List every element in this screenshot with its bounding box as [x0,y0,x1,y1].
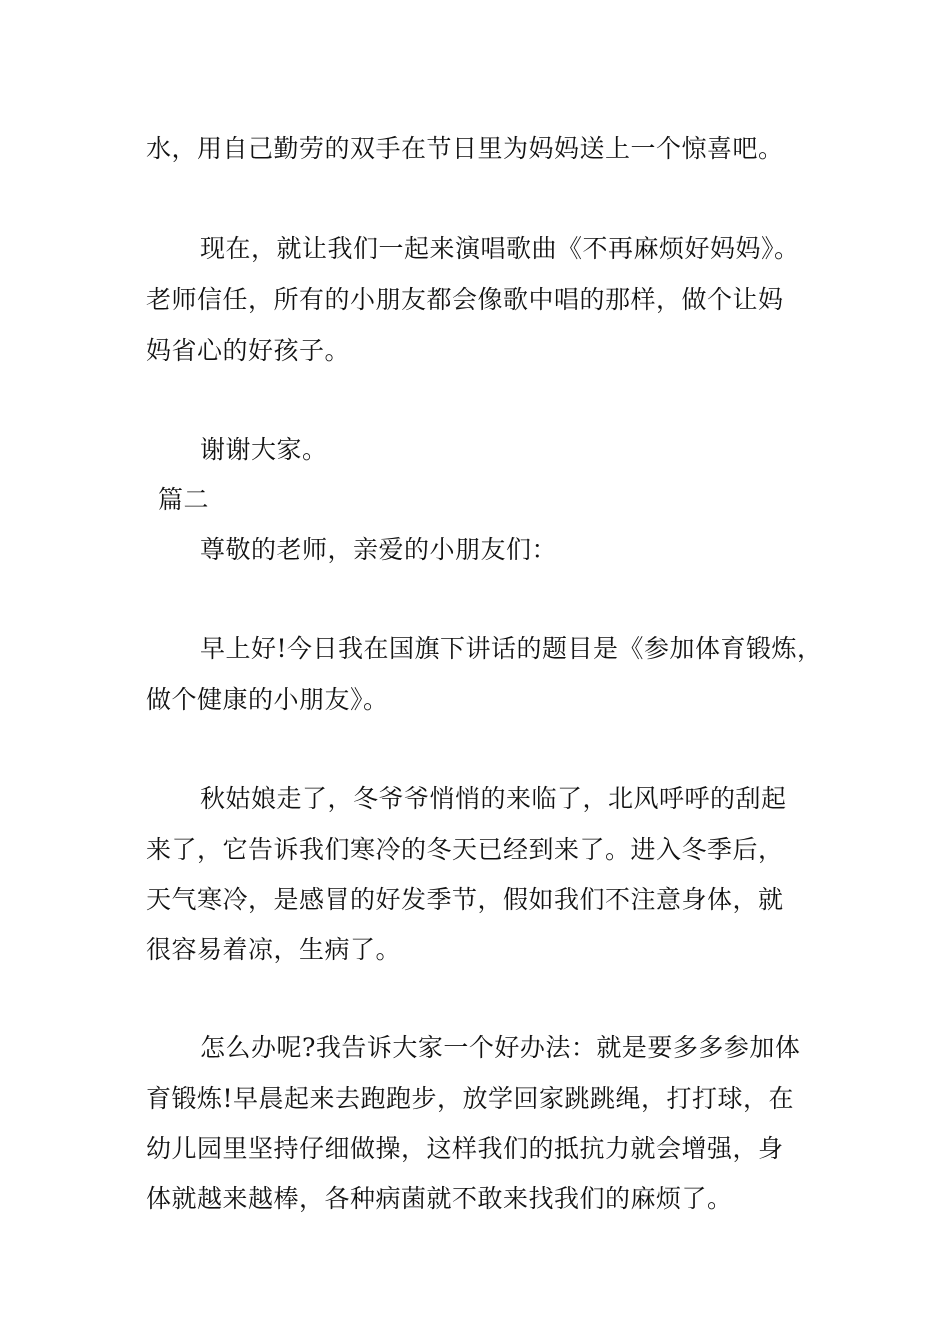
text-line: 妈省心的好孩子。 [146,336,351,365]
section-title: 篇二 [158,485,210,514]
greeting-line: 尊敬的老师，亲爱的小朋友们： [200,535,558,564]
text-line: 很容易着凉，生病了。 [146,935,402,964]
text-line: 体就越来越棒，各种病菌就不敢来找我们的麻烦了。 [146,1184,733,1213]
text-line: 水，用自己勤劳的双手在节日里为妈妈送上一个惊喜吧。 [146,134,784,163]
text-line: 早上好!今日我在国旗下讲话的题目是《参加体育锻炼， [200,634,823,663]
text-line: 老师信任，所有的小朋友都会像歌中唱的那样，做个让妈 [146,285,784,314]
text-line: 做个健康的小朋友》。 [146,685,389,714]
text-line: 现在，就让我们一起来演唱歌曲《不再麻烦好妈妈》。 [200,234,800,263]
text-line: 幼儿园里坚持仔细做操，这样我们的抵抗力就会增强，身 [146,1134,784,1163]
text-line: 谢谢大家。 [200,435,328,464]
text-line: 来了，它告诉我们寒冷的冬天已经到来了。进入冬季后， [146,835,784,864]
text-line: 秋姑娘走了，冬爷爷悄悄的来临了，北风呼呼的刮起 [200,784,787,813]
text-line: 怎么办呢?我告诉大家一个好办法：就是要多多参加体 [200,1033,801,1062]
text-line: 天气寒冷，是感冒的好发季节，假如我们不注意身体，就 [146,885,784,914]
text-line: 育锻炼!早晨起来去跑跑步，放学回家跳跳绳，打打球，在 [146,1084,795,1113]
